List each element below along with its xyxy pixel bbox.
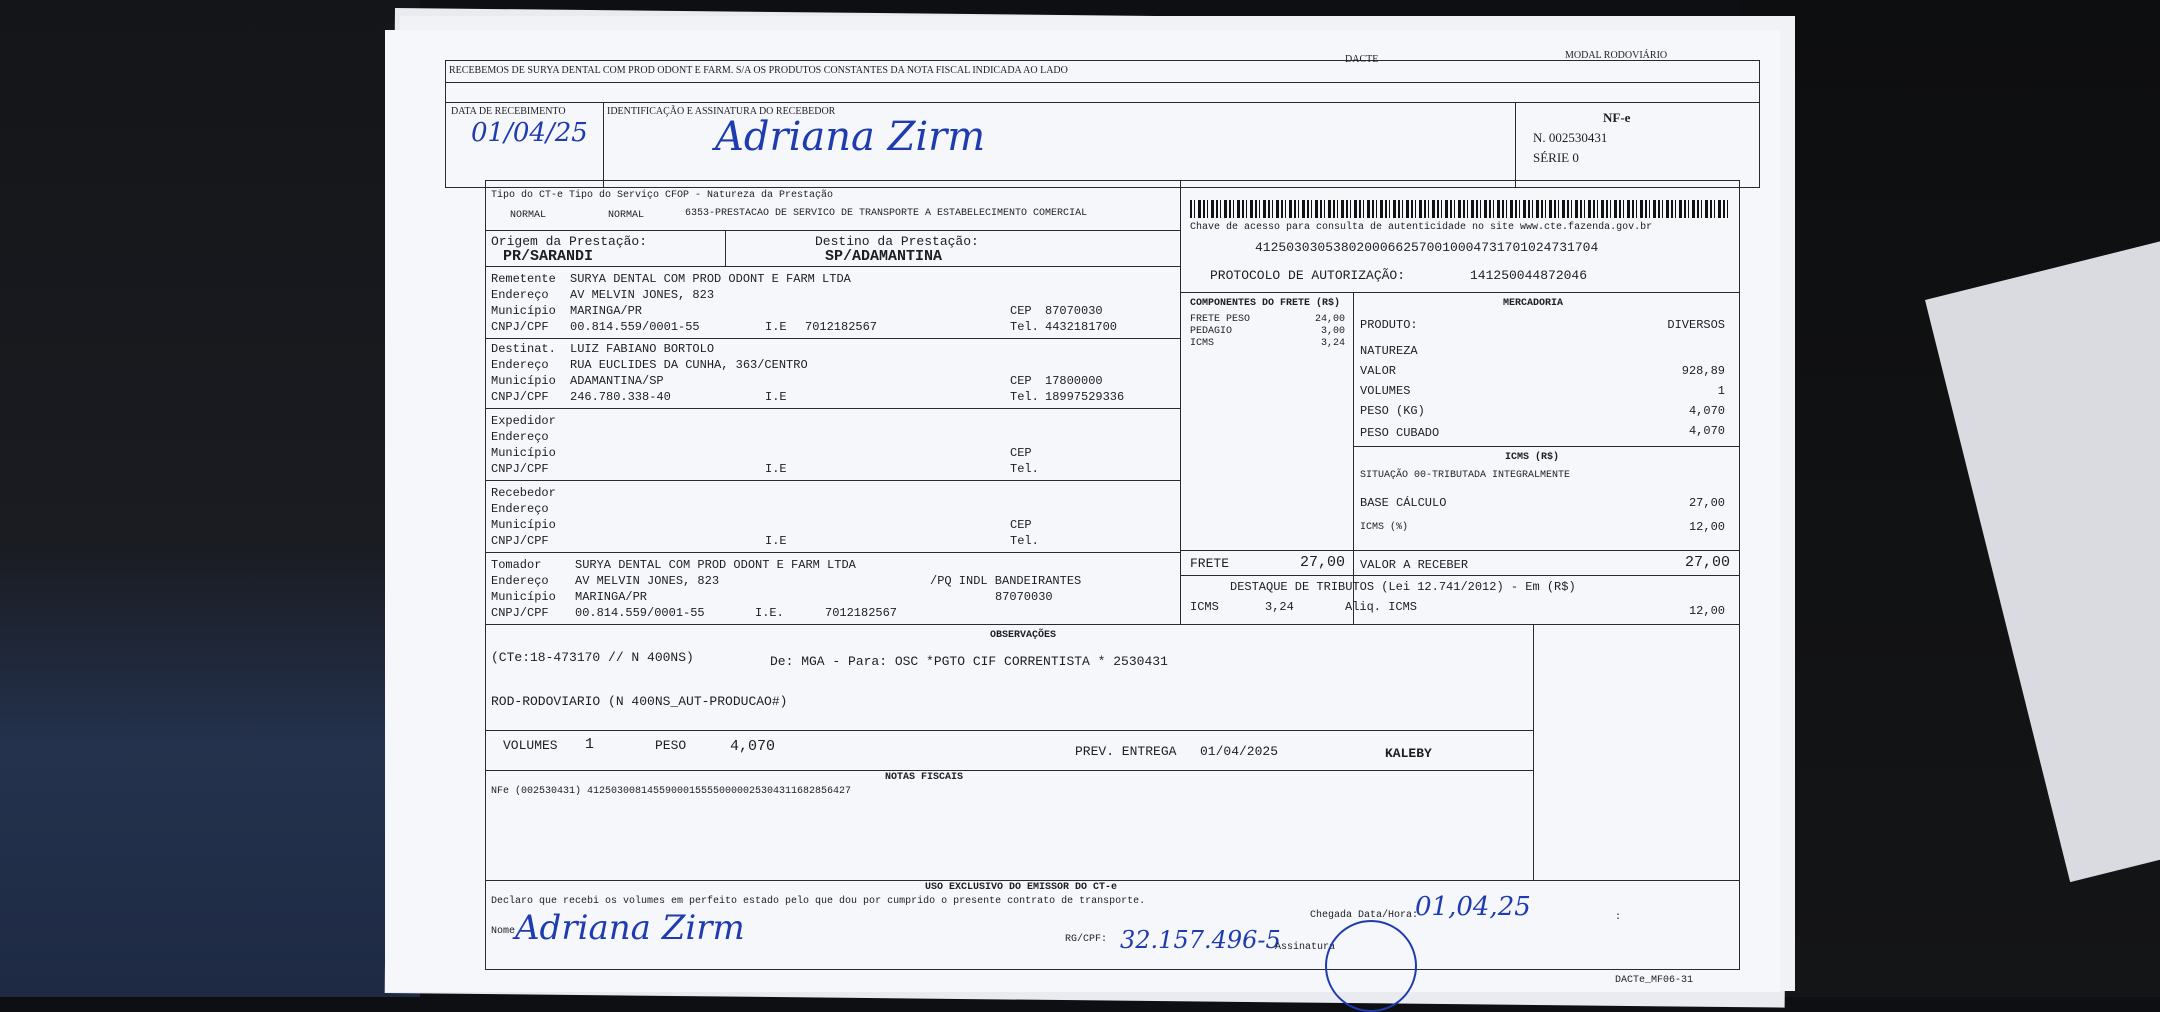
barcode: [1190, 200, 1730, 218]
uso-nome-signature: Adriana Zirm: [515, 908, 745, 948]
icms-situacao: SITUAÇÃO 00-TRIBUTADA INTEGRALMENTE: [1360, 470, 1571, 481]
form-code: DACTe_MF06-31: [1615, 975, 1694, 986]
remetente-tel: 4432181700: [1045, 320, 1118, 334]
componente-value-1: 3,00: [1320, 326, 1345, 337]
valor-value: 928,89: [1681, 364, 1725, 378]
tributos-icms-value: 3,24: [1265, 600, 1294, 614]
receipt-stub: [445, 60, 1760, 188]
nfe-number: N. 002530431: [1533, 130, 1608, 145]
remetente-ie: 7012182567: [805, 320, 878, 334]
dacte-sheet: [385, 30, 1780, 992]
volumes-label: VOLUMES: [1360, 384, 1411, 398]
remetente-nome: SURYA DENTAL COM PROD ODONT E FARM LTDA: [570, 272, 851, 286]
destino-value: SP/ADAMANTINA: [825, 248, 943, 265]
recebedor-municipio-label: Município: [491, 518, 556, 532]
origem-label: Origem da Prestação:: [491, 234, 648, 249]
destinatario-label: Destinat.: [491, 342, 556, 356]
destinatario-cep: 17800000: [1045, 374, 1103, 388]
recebedor-label: Recebedor: [491, 486, 556, 500]
produto-label: PRODUTO:: [1360, 318, 1418, 332]
nfe-serie: SÉRIE 0: [1533, 150, 1579, 165]
tomador-endereco: AV MELVIN JONES, 823: [575, 574, 720, 588]
tributos-icms-label: ICMS: [1190, 600, 1219, 614]
obs-line2: ROD-RODOVIARIO (N 400NS_AUT-PRODUCAO#): [491, 694, 788, 709]
destinatario-endereco-label: Endereço: [491, 358, 549, 372]
assinatura-label: Assinatura: [1275, 942, 1336, 953]
obs-peso-value: 4,070: [730, 738, 776, 755]
remetente-cnpj-label: CNPJ/CPF: [491, 320, 549, 334]
tomador-cnpj-label: CNPJ/CPF: [491, 606, 549, 620]
expedidor-ie-label: I.E: [765, 462, 787, 476]
componente-label-1: PEDAGIO: [1190, 326, 1233, 337]
protocolo-label: PROTOCOLO DE AUTORIZAÇÃO:: [1210, 268, 1406, 283]
expedidor-cnpj-label: CNPJ/CPF: [491, 462, 549, 476]
tomador-cnpj: 00.814.559/0001-55: [575, 606, 705, 620]
componente-label-2: ICMS: [1190, 338, 1215, 349]
icms-title: ICMS (R$): [1505, 452, 1560, 463]
base-calculo-label: BASE CÁLCULO: [1360, 496, 1447, 510]
produto-value: DIVERSOS: [1667, 318, 1725, 332]
expedidor-label: Expedidor: [491, 414, 556, 428]
tributos-title: DESTAQUE DE TRIBUTOS (Lei 12.741/2012) - Em (R$): [1230, 580, 1576, 594]
tomador-label: Tomador: [491, 558, 542, 572]
mercadoria-title: MERCADORIA: [1503, 298, 1564, 309]
componente-label-0: FRETE PESO: [1190, 314, 1251, 325]
tipo-cte: NORMAL: [510, 210, 547, 221]
identificacao-label: IDENTIFICAÇÃO E ASSINATURA DO RECEBEDOR: [607, 106, 836, 117]
notas-title: NOTAS FISCAIS: [885, 772, 964, 783]
recebedor-tel-label: Tel.: [1010, 534, 1039, 548]
tributos-aliq-label: Aliq. ICMS: [1345, 600, 1418, 614]
tipo-header: Tipo do CT-e Tipo do Serviço CFOP - Natureza da Prestação: [491, 190, 834, 201]
frete-value: 27,00: [1299, 554, 1345, 571]
dacte-label: DACTE: [1345, 54, 1379, 65]
protocolo-value: 141250044872046: [1470, 268, 1588, 283]
chegada-value: 01,04,25: [1415, 892, 1531, 922]
chave-caption: Chave de acesso para consulta de autenticidade no site www.cte.fazenda.gov.br: [1190, 222, 1653, 233]
destinatario-tel: 18997529336: [1045, 390, 1125, 404]
rg-label: RG/CPF:: [1065, 934, 1108, 945]
obs-volumes-value: 1: [585, 736, 595, 753]
expedidor-tel-label: Tel.: [1010, 462, 1039, 476]
obs-line1: (CTe:18-473170 // N 400NS): [491, 650, 694, 665]
data-recebimento-label: DATA DE RECEBIMENTO: [451, 106, 566, 117]
destinatario-municipio: ADAMANTINA/SP: [570, 374, 664, 388]
destinatario-nome: LUIZ FABIANO BORTOLO: [570, 342, 715, 356]
remetente-municipio: MARINGA/PR: [570, 304, 643, 318]
notas-line: NFe (002530431) 41250300814559000155550000025304311682856427: [491, 786, 852, 797]
tomador-ie-label: I.E.: [755, 606, 784, 620]
signature-stamp: [1325, 920, 1417, 1012]
destinatario-ie-label: I.E: [765, 390, 787, 404]
destinatario-tel-label: Tel.: [1010, 390, 1039, 404]
peso-cubado-value: 4,070: [1688, 424, 1725, 438]
componente-value-0: 24,00: [1314, 314, 1345, 325]
destinatario-municipio-label: Município: [491, 374, 556, 388]
remetente-endereco: AV MELVIN JONES, 823: [570, 288, 715, 302]
observacoes-title: OBSERVAÇÕES: [990, 630, 1057, 641]
uso-nome-label: Nome: [491, 926, 516, 937]
componentes-title: COMPONENTES DO FRETE (R$): [1190, 298, 1341, 309]
expedidor-endereco-label: Endereço: [491, 430, 549, 444]
tomador-nome: SURYA DENTAL COM PROD ODONT E FARM LTDA: [575, 558, 856, 572]
natureza-label: NATUREZA: [1360, 344, 1418, 358]
tomador-municipio-label: Município: [491, 590, 556, 604]
rg-value: 32.157.496-5: [1120, 926, 1281, 954]
icms-aliq-label: ICMS (%): [1360, 522, 1409, 533]
destinatario-endereco: RUA EUCLIDES DA CUNHA, 363/CENTRO: [570, 358, 808, 372]
recebedor-cep-label: CEP: [1010, 518, 1032, 532]
nfe-label: NF-e: [1603, 110, 1631, 125]
destinatario-cep-label: CEP: [1010, 374, 1032, 388]
peso-cubado-label: PESO CUBADO: [1360, 426, 1440, 440]
remetente-cep-label: CEP: [1010, 304, 1032, 318]
tomador-municipio: MARINGA/PR: [575, 590, 648, 604]
modal-label: MODAL RODOVIÁRIO: [1565, 50, 1668, 61]
chegada-label: Chegada Data/Hora:: [1310, 910, 1419, 921]
tomador-endereco-label: Endereço: [491, 574, 549, 588]
icms-aliq-value: 12,00: [1688, 520, 1725, 534]
destinatario-cnpj-label: CNPJ/CPF: [491, 390, 549, 404]
frete-label: FRETE: [1190, 556, 1230, 571]
background-left: [0, 0, 420, 997]
peso-value: 4,070: [1688, 404, 1725, 418]
destinatario-cnpj: 246.780.338-40: [570, 390, 671, 404]
valor-receber-value: 27,00: [1684, 554, 1730, 571]
componente-value-2: 3,24: [1320, 338, 1345, 349]
driver-name: KALEBY: [1385, 746, 1432, 761]
remetente-municipio-label: Município: [491, 304, 556, 318]
chegada-hora: :: [1615, 912, 1622, 923]
recebedor-cnpj-label: CNPJ/CPF: [491, 534, 549, 548]
dacte-document: [385, 30, 1780, 992]
tomador-ie: 7012182567: [825, 606, 898, 620]
remetente-cnpj: 00.814.559/0001-55: [570, 320, 700, 334]
obs-line1b: De: MGA - Para: OSC *PGTO CIF CORRENTISTA * 2530431: [770, 654, 1168, 669]
recebedor-ie-label: I.E: [765, 534, 787, 548]
origem-value: PR/SARANDI: [503, 248, 594, 265]
prev-entrega-label: PREV. ENTREGA: [1075, 744, 1177, 759]
uso-title: USO EXCLUSIVO DO EMISSOR DO CT-e: [925, 882, 1118, 893]
valor-label: VALOR: [1360, 364, 1397, 378]
tomador-cep: 87070030: [995, 590, 1053, 604]
remetente-cep: 87070030: [1045, 304, 1103, 318]
remetente-endereco-label: Endereço: [491, 288, 549, 302]
chave-value: 41250303053802000662570010004731701024731704: [1255, 240, 1599, 255]
remetente-label: Remetente: [491, 272, 556, 286]
peso-label: PESO (KG): [1360, 404, 1425, 418]
cfop-natureza: 6353-PRESTACAO DE SERVICO DE TRANSPORTE A ESTABELECIMENTO COMERCIAL: [685, 208, 1088, 219]
base-calculo-value: 27,00: [1688, 496, 1725, 510]
tributos-aliq-value: 12,00: [1688, 604, 1725, 618]
recebemos-text: RECEBEMOS DE SURYA DENTAL COM PROD ODONT E FARM. S/A OS PRODUTOS CONSTANTES DA NOTA FISCAL INDICADA AO LADO: [449, 65, 1068, 76]
expedidor-cep-label: CEP: [1010, 446, 1032, 460]
obs-peso-label: PESO: [655, 738, 687, 753]
uso-declaro: Declaro que recebi os volumes em perfeito estado pelo que dou por cumprido o presente contrato de transporte.: [491, 896, 1146, 907]
tomador-bairro: /PQ INDL BANDEIRANTES: [930, 574, 1082, 588]
prev-entrega-value: 01/04/2025: [1200, 744, 1279, 759]
remetente-ie-label: I.E: [765, 320, 787, 334]
tipo-servico: NORMAL: [608, 210, 645, 221]
valor-receber-label: VALOR A RECEBER: [1360, 558, 1469, 572]
expedidor-municipio-label: Município: [491, 446, 556, 460]
obs-volumes-label: VOLUMES: [503, 738, 558, 753]
volumes-value: 1: [1717, 384, 1725, 398]
remetente-tel-label: Tel.: [1010, 320, 1039, 334]
recebedor-endereco-label: Endereço: [491, 502, 549, 516]
destino-label: Destino da Prestação:: [815, 234, 979, 249]
recebedor-signature: Adriana Zirm: [715, 114, 986, 160]
data-recebimento-value: 01/04/25: [471, 118, 588, 148]
